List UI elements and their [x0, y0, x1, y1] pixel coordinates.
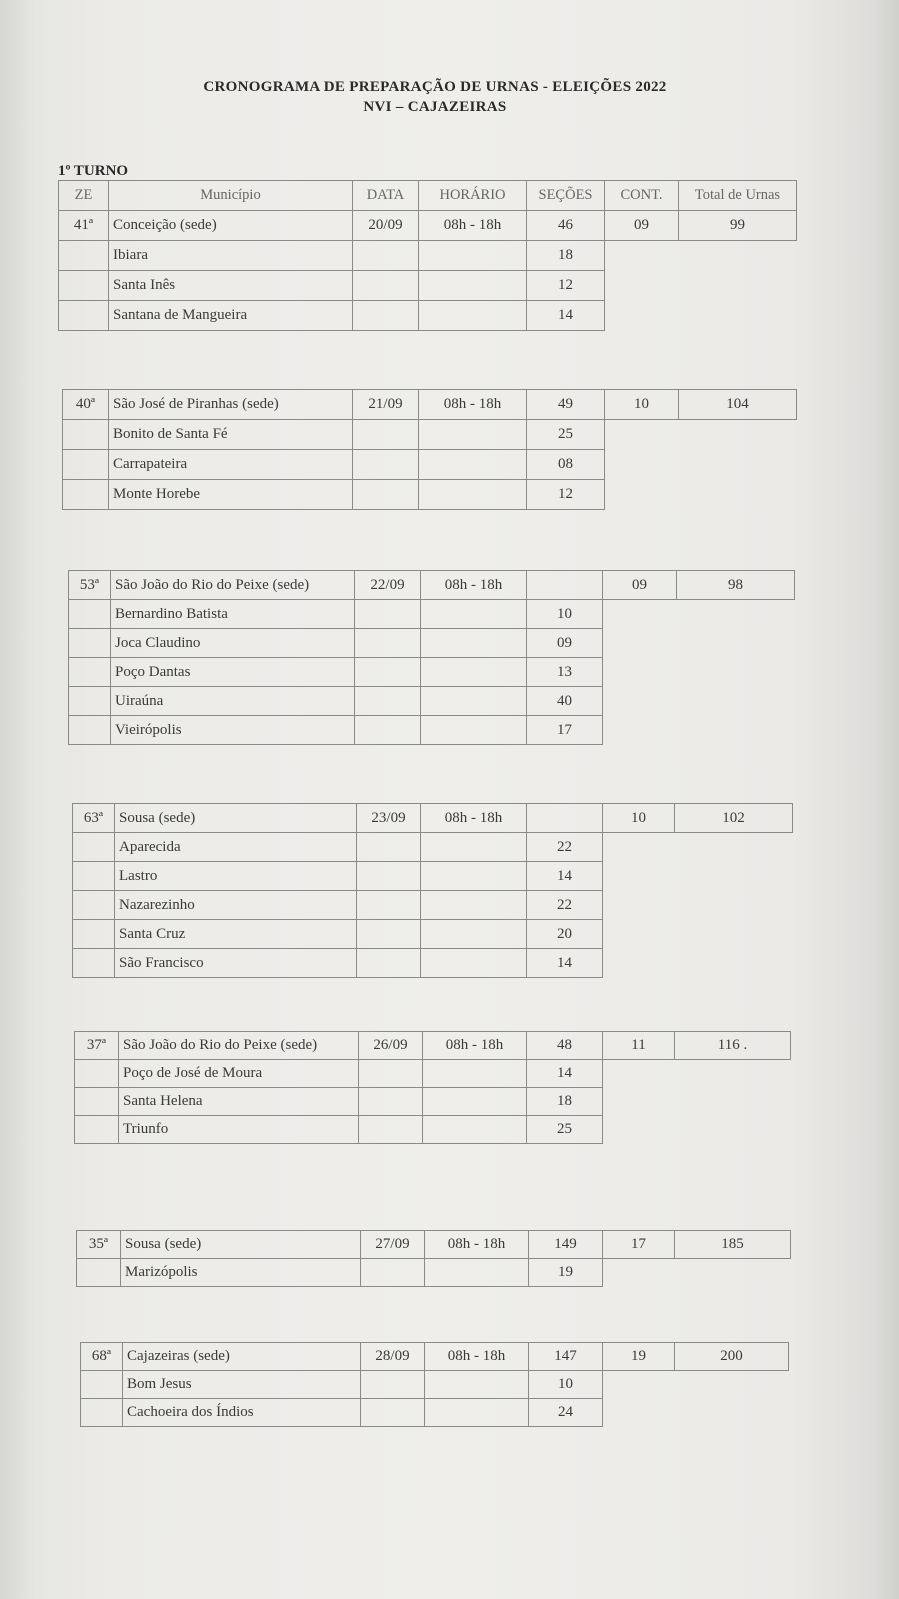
table-row	[77, 1231, 791, 1259]
secoes-cell: 48	[527, 1032, 603, 1060]
empty-cell	[603, 716, 677, 745]
municipio-cell: Conceição (sede)	[109, 211, 353, 241]
secoes-cell: 14	[527, 301, 605, 331]
municipio-cell: São João do Rio do Peixe (sede)	[119, 1032, 359, 1060]
empty-cell	[603, 949, 675, 978]
secoes-cell: 14	[527, 862, 603, 891]
date-cell	[359, 1088, 423, 1116]
schedule-table	[72, 803, 793, 978]
document-subtitle: NVI – CAJAZEIRAS	[363, 99, 507, 115]
table-row	[73, 862, 793, 891]
municipio-cell: São João do Rio do Peixe (sede)	[111, 571, 355, 600]
table-row	[81, 1343, 789, 1371]
schedule-table	[62, 389, 797, 510]
secoes-cell: 25	[527, 1116, 603, 1144]
horario-cell	[423, 1088, 527, 1116]
date-cell	[353, 301, 419, 331]
empty-cell	[679, 420, 797, 450]
ze-cell	[81, 1399, 123, 1427]
municipio-cell: Cachoeira dos Índios	[123, 1399, 361, 1427]
ze-cell	[59, 301, 109, 331]
empty-cell	[603, 862, 675, 891]
ze-cell	[75, 1060, 119, 1088]
horario-cell	[419, 301, 527, 331]
horario-cell: 08h - 18h	[425, 1231, 529, 1259]
secoes-cell: 22	[527, 891, 603, 920]
date-cell: 20/09	[353, 211, 419, 241]
empty-cell	[603, 629, 677, 658]
date-cell	[359, 1060, 423, 1088]
table-row	[81, 1371, 789, 1399]
empty-cell	[675, 833, 793, 862]
ze-cell	[73, 891, 115, 920]
header-ze: ZE	[59, 181, 109, 211]
empty-cell	[605, 301, 679, 331]
empty-cell	[603, 1399, 675, 1427]
ze-cell	[73, 862, 115, 891]
table-row	[73, 949, 793, 978]
empty-cell	[603, 1371, 675, 1399]
ze-cell	[73, 920, 115, 949]
horario-cell	[425, 1399, 529, 1427]
table-row	[69, 716, 795, 745]
date-cell	[357, 833, 421, 862]
empty-cell	[675, 949, 793, 978]
date-cell	[361, 1399, 425, 1427]
date-cell	[357, 862, 421, 891]
horario-cell: 08h - 18h	[425, 1343, 529, 1371]
ze-cell	[73, 833, 115, 862]
horario-cell	[421, 687, 527, 716]
total-urnas-cell: 200	[675, 1343, 789, 1371]
table-row	[73, 891, 793, 920]
date-cell	[353, 480, 419, 510]
empty-cell	[675, 891, 793, 920]
ze-cell	[59, 241, 109, 271]
ze-cell	[77, 1259, 121, 1287]
document-title: CRONOGRAMA DE PREPARAÇÃO DE URNAS - ELEIÇÕES 2022	[203, 79, 667, 95]
cont-cell: 11	[603, 1032, 675, 1060]
secoes-cell: 25	[527, 420, 605, 450]
date-cell	[353, 420, 419, 450]
secoes-cell: 08	[527, 450, 605, 480]
horario-cell: 08h - 18h	[423, 1032, 527, 1060]
header-data: DATA	[353, 181, 419, 211]
secoes-cell: 24	[529, 1399, 603, 1427]
ze-cell: 37ª	[75, 1032, 119, 1060]
schedule-table	[74, 1031, 791, 1144]
table-row	[75, 1116, 791, 1144]
secoes-cell: 18	[527, 1088, 603, 1116]
secoes-cell: 49	[527, 390, 605, 420]
horario-cell	[423, 1060, 527, 1088]
total-urnas-cell: 99	[679, 211, 797, 241]
date-cell	[361, 1259, 425, 1287]
empty-cell	[605, 241, 679, 271]
date-cell	[357, 891, 421, 920]
table-row	[69, 658, 795, 687]
cont-cell: 10	[603, 804, 675, 833]
municipio-cell: Bernardino Batista	[111, 600, 355, 629]
secoes-cell: 14	[527, 1060, 603, 1088]
empty-cell	[603, 658, 677, 687]
date-cell	[355, 716, 421, 745]
municipio-cell: Nazarezinho	[115, 891, 357, 920]
empty-cell	[675, 1399, 789, 1427]
municipio-cell: Ibiara	[109, 241, 353, 271]
total-urnas-cell: 185	[675, 1231, 791, 1259]
secoes-cell: 10	[529, 1371, 603, 1399]
table-row	[63, 420, 797, 450]
cont-cell: 09	[605, 211, 679, 241]
secoes-cell: 46	[527, 211, 605, 241]
empty-cell	[603, 1088, 675, 1116]
date-cell	[355, 600, 421, 629]
secoes-cell: 18	[527, 241, 605, 271]
empty-cell	[677, 687, 795, 716]
ze-cell	[75, 1116, 119, 1144]
horario-cell	[421, 629, 527, 658]
date-cell	[353, 241, 419, 271]
municipio-cell: São Francisco	[115, 949, 357, 978]
municipio-cell: Santa Cruz	[115, 920, 357, 949]
secoes-cell	[527, 571, 603, 600]
empty-cell	[603, 687, 677, 716]
header-total: Total de Urnas	[679, 181, 797, 211]
horario-cell	[419, 420, 527, 450]
header-cont: CONT.	[605, 181, 679, 211]
table-row	[63, 390, 797, 420]
ze-cell	[69, 600, 111, 629]
municipio-cell: Lastro	[115, 862, 357, 891]
empty-cell	[679, 450, 797, 480]
date-cell	[355, 658, 421, 687]
table-row	[75, 1088, 791, 1116]
municipio-cell: Santana de Mangueira	[109, 301, 353, 331]
horario-cell	[421, 716, 527, 745]
empty-cell	[603, 891, 675, 920]
horario-cell	[419, 241, 527, 271]
table-row	[69, 687, 795, 716]
municipio-cell: Sousa (sede)	[121, 1231, 361, 1259]
empty-cell	[605, 480, 679, 510]
secoes-cell: 12	[527, 480, 605, 510]
municipio-cell: Carrapateira	[109, 450, 353, 480]
schedule-table	[80, 1342, 789, 1427]
secoes-cell: 147	[529, 1343, 603, 1371]
ze-cell: 53ª	[69, 571, 111, 600]
header-secoes: SEÇÕES	[527, 181, 605, 211]
cont-cell: 19	[603, 1343, 675, 1371]
empty-cell	[679, 301, 797, 331]
municipio-cell: Sousa (sede)	[115, 804, 357, 833]
cont-cell: 17	[603, 1231, 675, 1259]
ze-cell	[69, 658, 111, 687]
date-cell: 27/09	[361, 1231, 425, 1259]
secoes-cell: 149	[529, 1231, 603, 1259]
table-row	[59, 211, 797, 241]
date-cell	[361, 1371, 425, 1399]
date-cell: 21/09	[353, 390, 419, 420]
cont-cell: 09	[603, 571, 677, 600]
ze-cell	[59, 271, 109, 301]
secoes-cell: 09	[527, 629, 603, 658]
table-row	[77, 1259, 791, 1287]
ze-cell: 68ª	[81, 1343, 123, 1371]
horario-cell: 08h - 18h	[421, 804, 527, 833]
table-row	[63, 450, 797, 480]
total-urnas-cell: 116 .	[675, 1032, 791, 1060]
empty-cell	[675, 862, 793, 891]
ze-cell: 63ª	[73, 804, 115, 833]
empty-cell	[675, 1060, 791, 1088]
secoes-cell	[527, 804, 603, 833]
table-row	[69, 571, 795, 600]
horario-cell	[421, 658, 527, 687]
ze-cell: 41ª	[59, 211, 109, 241]
table-row	[59, 241, 797, 271]
horario-cell	[421, 600, 527, 629]
date-cell	[359, 1116, 423, 1144]
horario-cell	[425, 1371, 529, 1399]
municipio-cell: Marizópolis	[121, 1259, 361, 1287]
horario-cell	[421, 862, 527, 891]
header-horario: HORÁRIO	[419, 181, 527, 211]
table-row	[75, 1032, 791, 1060]
horario-cell	[419, 271, 527, 301]
total-urnas-cell: 102	[675, 804, 793, 833]
total-urnas-cell: 104	[679, 390, 797, 420]
header-municipio: Município	[109, 181, 353, 211]
secoes-cell: 17	[527, 716, 603, 745]
table-row	[63, 480, 797, 510]
municipio-cell: Santa Inês	[109, 271, 353, 301]
municipio-cell: Aparecida	[115, 833, 357, 862]
date-cell	[357, 949, 421, 978]
date-cell: 23/09	[357, 804, 421, 833]
date-cell	[353, 271, 419, 301]
secoes-cell: 40	[527, 687, 603, 716]
ze-cell: 35ª	[77, 1231, 121, 1259]
municipio-cell: Poço Dantas	[111, 658, 355, 687]
horario-cell: 08h - 18h	[419, 390, 527, 420]
date-cell: 22/09	[355, 571, 421, 600]
empty-cell	[677, 658, 795, 687]
table-header-row	[59, 181, 797, 211]
municipio-cell: Triunfo	[119, 1116, 359, 1144]
empty-cell	[679, 241, 797, 271]
table-row	[73, 833, 793, 862]
empty-cell	[675, 1259, 791, 1287]
municipio-cell: Bom Jesus	[123, 1371, 361, 1399]
schedule-table	[58, 180, 797, 331]
date-cell: 28/09	[361, 1343, 425, 1371]
ze-cell: 40ª	[63, 390, 109, 420]
ze-cell	[69, 716, 111, 745]
table-row	[75, 1060, 791, 1088]
empty-cell	[675, 1371, 789, 1399]
date-cell: 26/09	[359, 1032, 423, 1060]
secoes-cell: 12	[527, 271, 605, 301]
secoes-cell: 19	[529, 1259, 603, 1287]
horario-cell	[419, 480, 527, 510]
table-row	[59, 301, 797, 331]
ze-cell	[63, 420, 109, 450]
table-row	[73, 804, 793, 833]
horario-cell	[419, 450, 527, 480]
date-cell	[353, 450, 419, 480]
ze-cell	[63, 480, 109, 510]
empty-cell	[679, 271, 797, 301]
schedule-table	[76, 1230, 791, 1287]
empty-cell	[605, 450, 679, 480]
empty-cell	[603, 600, 677, 629]
municipio-cell: Poço de José de Moura	[119, 1060, 359, 1088]
empty-cell	[605, 271, 679, 301]
total-urnas-cell: 98	[677, 571, 795, 600]
municipio-cell: Monte Horebe	[109, 480, 353, 510]
empty-cell	[675, 1088, 791, 1116]
ze-cell	[69, 629, 111, 658]
table-row	[69, 629, 795, 658]
secoes-cell: 22	[527, 833, 603, 862]
empty-cell	[603, 1060, 675, 1088]
empty-cell	[603, 833, 675, 862]
empty-cell	[677, 629, 795, 658]
secoes-cell: 13	[527, 658, 603, 687]
table-row	[81, 1399, 789, 1427]
horario-cell	[421, 833, 527, 862]
municipio-cell: Uiraúna	[111, 687, 355, 716]
ze-cell	[69, 687, 111, 716]
municipio-cell: Vieirópolis	[111, 716, 355, 745]
secoes-cell: 10	[527, 600, 603, 629]
horario-cell: 08h - 18h	[421, 571, 527, 600]
secoes-cell: 14	[527, 949, 603, 978]
municipio-cell: Joca Claudino	[111, 629, 355, 658]
horario-cell	[421, 891, 527, 920]
empty-cell	[603, 1259, 675, 1287]
table-row	[69, 600, 795, 629]
horario-cell	[425, 1259, 529, 1287]
date-cell	[355, 629, 421, 658]
horario-cell	[423, 1116, 527, 1144]
municipio-cell: São José de Piranhas (sede)	[109, 390, 353, 420]
empty-cell	[677, 716, 795, 745]
empty-cell	[605, 420, 679, 450]
empty-cell	[677, 600, 795, 629]
date-cell	[357, 920, 421, 949]
empty-cell	[603, 1116, 675, 1144]
secoes-cell: 20	[527, 920, 603, 949]
date-cell	[355, 687, 421, 716]
cont-cell: 10	[605, 390, 679, 420]
municipio-cell: Santa Helena	[119, 1088, 359, 1116]
horario-cell	[421, 920, 527, 949]
schedule-table	[68, 570, 795, 745]
ze-cell	[73, 949, 115, 978]
horario-cell: 08h - 18h	[419, 211, 527, 241]
empty-cell	[679, 480, 797, 510]
table-row	[59, 271, 797, 301]
empty-cell	[675, 920, 793, 949]
ze-cell	[63, 450, 109, 480]
municipio-cell: Cajazeiras (sede)	[123, 1343, 361, 1371]
ze-cell	[81, 1371, 123, 1399]
table-row	[73, 920, 793, 949]
horario-cell	[421, 949, 527, 978]
ze-cell	[75, 1088, 119, 1116]
municipio-cell: Bonito de Santa Fé	[109, 420, 353, 450]
turno-label: 1º TURNO	[58, 163, 129, 179]
empty-cell	[603, 920, 675, 949]
empty-cell	[675, 1116, 791, 1144]
